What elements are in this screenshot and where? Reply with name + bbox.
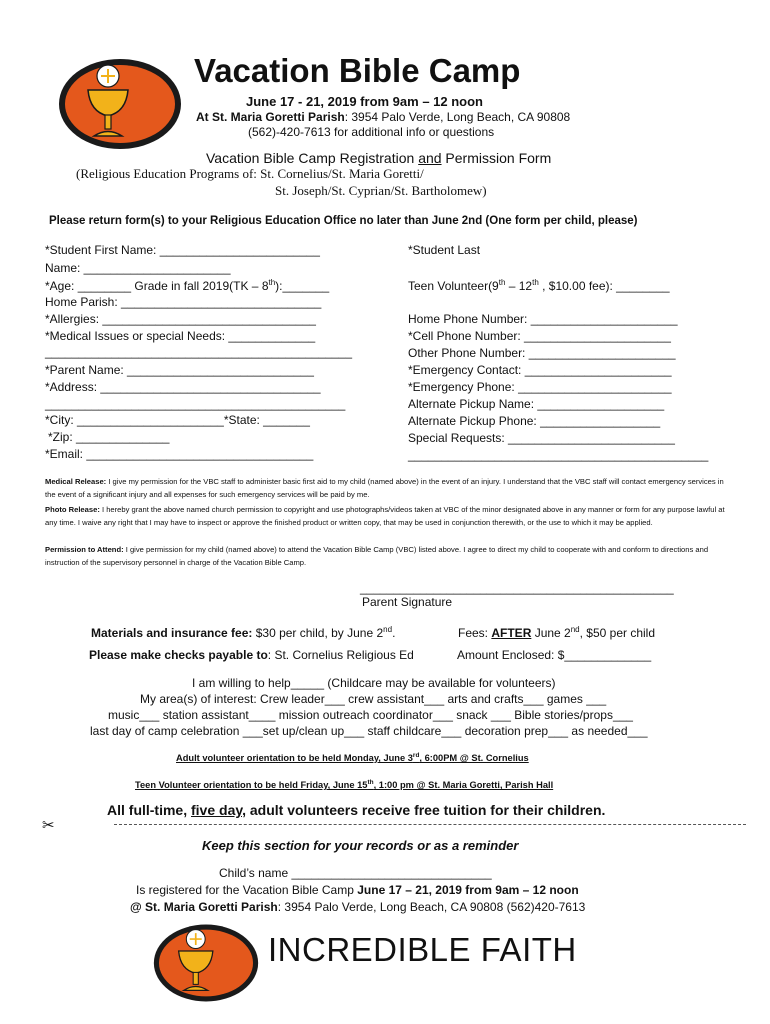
other-phone-field[interactable]: Other Phone Number: ______________________ bbox=[408, 346, 676, 360]
emergency-contact-field[interactable]: *Emergency Contact: ______________________ bbox=[408, 363, 672, 377]
volunteer-line-3[interactable]: music___ station assistant____ mission outreach coordinator___ snack ___ Bible stories/props___ bbox=[108, 708, 633, 722]
late-fee-mid: June 2 bbox=[531, 626, 571, 640]
form-title bbox=[206, 150, 551, 166]
checks-payable bbox=[89, 648, 414, 662]
teen-orientation bbox=[135, 779, 553, 790]
programs-line-1: (Religious Education Programs of: St. Cornelius/St. Maria Goretti/ bbox=[76, 166, 424, 181]
contact-phone: (562)-420-7613 for additional info or questions bbox=[248, 125, 495, 139]
special-requests-continued[interactable]: _____________________________________________ bbox=[408, 448, 709, 462]
child-name-field[interactable]: Child’s name ______________________________ bbox=[219, 866, 492, 880]
medical-needs-field[interactable]: *Medical Issues or special Needs: _____________ bbox=[45, 329, 316, 343]
teen-orientation-end: , 1:00 pm @ St. Maria Goretti, Parish Hall bbox=[373, 780, 554, 791]
materials-fee-value: $30 per child, by June 2 bbox=[252, 626, 384, 640]
allergies-field[interactable]: *Allergies: ________________________________ bbox=[45, 312, 316, 326]
return-notice: Please return form(s) to your Religious Education Office no later than June 2nd (One form per child, please) bbox=[49, 215, 638, 227]
medical-release-label: Medical Release: bbox=[45, 477, 107, 486]
medical-release bbox=[45, 476, 731, 501]
teen-pre: Teen Volunteer(9 bbox=[408, 279, 499, 293]
alternate-pickup-phone-field[interactable]: Alternate Pickup Phone: __________________ bbox=[408, 414, 661, 428]
teen-end: , $10.00 fee): ________ bbox=[538, 279, 670, 293]
student-first-name-field[interactable]: *Student First Name: ________________________ bbox=[45, 243, 320, 257]
signature-label: Parent Signature bbox=[362, 595, 453, 609]
age-grade-field[interactable] bbox=[45, 278, 329, 293]
teen-sup-1: th bbox=[498, 278, 506, 287]
adult-orientation-sup: rd bbox=[412, 752, 420, 759]
adult-orientation-pre: Adult volunteer orientation to be held Monday, June 3 bbox=[176, 753, 413, 764]
programs-line-2: St. Joseph/St. Cyprian/St. Bartholomew) bbox=[275, 183, 487, 198]
signature-line[interactable]: _______________________________________________ bbox=[360, 581, 674, 595]
checks-payable-value: : St. Cornelius Religious Ed bbox=[267, 648, 414, 662]
reminder-heading: Keep this section for your records or as a reminder bbox=[202, 838, 519, 853]
form-title-post: Permission Form bbox=[441, 150, 552, 166]
address-field[interactable]: *Address: _________________________________ bbox=[45, 380, 321, 394]
form-title-pre: Vacation Bible Camp Registration bbox=[206, 150, 419, 166]
late-fee-pre: Fees: bbox=[458, 626, 492, 640]
student-name-field[interactable]: Name: ______________________ bbox=[45, 261, 231, 275]
reminder-location-name: @ St. Maria Goretti Parish bbox=[130, 900, 278, 914]
reminder-location-address: : 3954 Palo Verde, Long Beach, CA 90808 (562)420-7613 bbox=[277, 900, 586, 914]
chalice-logo-bottom-icon bbox=[153, 922, 259, 1004]
chalice-logo-icon bbox=[58, 58, 182, 150]
address-continued[interactable]: _____________________________________________ bbox=[45, 397, 346, 411]
volunteer-line-4[interactable]: last day of camp celebration ___set up/clean up___ staff childcare___ decoration prep___ as needed___ bbox=[90, 724, 648, 738]
adult-orientation-end: , 6:00PM @ St. Cornelius bbox=[419, 753, 529, 764]
tuition-five-day: five day, bbox=[191, 802, 246, 818]
photo-release-label: Photo Release: bbox=[45, 505, 100, 514]
medical-needs-continued[interactable]: ______________________________________________ bbox=[45, 345, 352, 359]
emergency-phone-field[interactable]: *Emergency Phone: _______________________ bbox=[408, 380, 672, 394]
scissors-icon: ✂ bbox=[42, 816, 55, 834]
late-fee-sup: nd bbox=[570, 625, 580, 634]
volunteer-line-2[interactable]: My area(s) of interest: Crew leader___ crew assistant___ arts and crafts___ games ___ bbox=[140, 692, 607, 706]
medical-release-text: I give my permission for the VBC staff to administer basic first aid to my child (named above) in the event of an injury. I understand that the VBC staff will contact emergency services in the event of a significant injury and all expenses for such emergency services will be paid by me. bbox=[45, 477, 724, 499]
age-end: ):_______ bbox=[275, 279, 330, 293]
permission-label: Permission to Attend: bbox=[45, 545, 124, 554]
location-name: At St. Maria Goretti Parish bbox=[196, 110, 345, 124]
student-last-name-field[interactable]: *Student Last bbox=[408, 243, 481, 257]
city-state-field[interactable]: *City: ______________________*State: _______ bbox=[45, 413, 310, 427]
registered-dates: June 17 – 21, 2019 from 9am – 12 noon bbox=[357, 883, 579, 897]
cut-line bbox=[114, 824, 746, 825]
adult-orientation bbox=[176, 752, 529, 763]
alternate-pickup-name-field[interactable]: Alternate Pickup Name: ___________________ bbox=[408, 397, 665, 411]
cell-phone-field[interactable]: *Cell Phone Number: ______________________ bbox=[408, 329, 671, 343]
tuition-pre: All full-time, bbox=[107, 802, 191, 818]
photo-release-text: I hereby grant the above named church permission to copyright and use photographs/videos taken at VBC of the minor designated above in any manner or form for any purpose lawful at any time. I waive any right that I may have to inspect or approve the finished product or written copy, that may be used in conjunction therewith, or the use to which it may be applied. bbox=[45, 505, 725, 527]
late-fee bbox=[458, 625, 655, 640]
home-phone-field[interactable]: Home Phone Number: ______________________ bbox=[408, 312, 678, 326]
teen-sup-2: th bbox=[532, 278, 539, 287]
parent-name-field[interactable]: *Parent Name: ____________________________ bbox=[45, 363, 314, 377]
email-field[interactable]: *Email: __________________________________ bbox=[45, 447, 314, 461]
late-fee-end: , $50 per child bbox=[579, 626, 656, 640]
form-title-and: and bbox=[418, 150, 442, 166]
home-parish-field[interactable]: Home Parish: ______________________________ bbox=[45, 295, 322, 309]
location-address: : 3954 Palo Verde, Long Beach, CA 90808 bbox=[344, 110, 571, 124]
permission-to-attend bbox=[45, 544, 731, 569]
page-title: Vacation Bible Camp bbox=[194, 52, 521, 89]
teen-orientation-sup: th bbox=[367, 779, 374, 786]
camp-dates: June 17 - 21, 2019 from 9am – 12 noon bbox=[246, 94, 483, 109]
photo-release bbox=[45, 504, 731, 529]
materials-fee bbox=[91, 625, 395, 640]
registered-for bbox=[136, 883, 579, 897]
checks-payable-label: Please make checks payable to bbox=[89, 648, 268, 662]
teen-mid: – 12 bbox=[505, 279, 533, 293]
registered-pre: Is registered for the Vacation Bible Camp bbox=[136, 883, 358, 897]
materials-fee-sup: nd bbox=[383, 625, 393, 634]
age-sup: th bbox=[268, 278, 276, 287]
special-requests-field[interactable]: Special Requests: _________________________ bbox=[408, 431, 675, 445]
teen-volunteer-field[interactable] bbox=[408, 278, 670, 293]
slogan: INCREDIBLE FAITH bbox=[268, 931, 577, 968]
free-tuition-note bbox=[107, 802, 605, 818]
permission-text: I give permission for my child (named above) to attend the Vacation Bible Camp (VBC) listed above. I agree to direct my child to cooperate with and conform to directions and instruction of the supervisory personnel in charge of the Vacation Bible Camp. bbox=[45, 545, 709, 567]
volunteer-line-1[interactable]: I am willing to help_____ (Childcare may be available for volunteers) bbox=[192, 676, 556, 690]
materials-fee-label: Materials and insurance fee: bbox=[91, 626, 253, 640]
age-label: *Age: ________ Grade in fall 2019(TK – 8 bbox=[45, 279, 269, 293]
tuition-post: adult volunteers receive free tuition for their children. bbox=[246, 802, 606, 818]
teen-orientation-pre: Teen Volunteer orientation to be held Friday, June 15 bbox=[135, 780, 368, 791]
materials-fee-end: . bbox=[392, 626, 396, 640]
camp-location bbox=[196, 110, 570, 124]
amount-enclosed-field[interactable]: Amount Enclosed: $_____________ bbox=[457, 648, 652, 662]
reminder-location bbox=[130, 900, 585, 914]
late-fee-after: AFTER bbox=[491, 626, 532, 640]
zip-field[interactable]: *Zip: ______________ bbox=[48, 430, 170, 444]
